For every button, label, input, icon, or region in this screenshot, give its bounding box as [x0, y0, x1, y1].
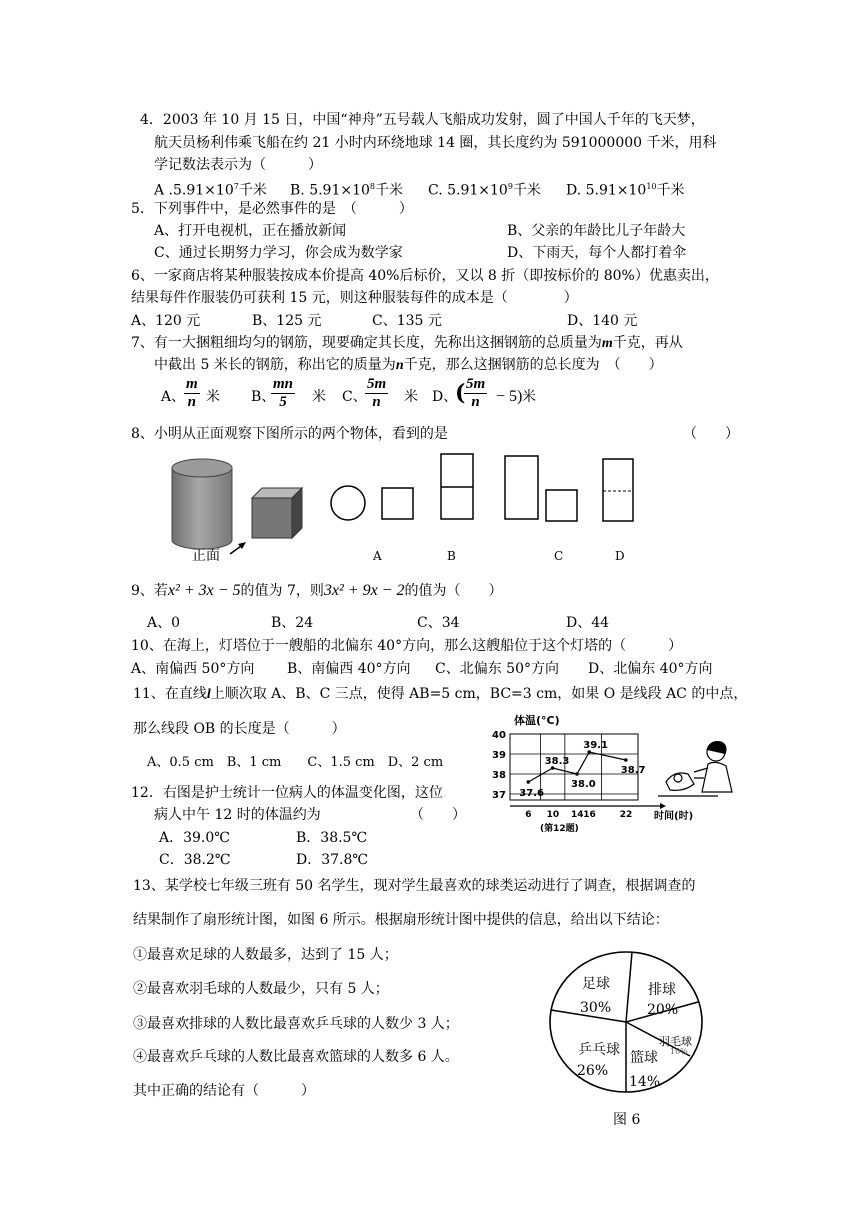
q5-stem: 5．下列事件中，是必然事件的是 （ ） — [131, 201, 413, 217]
q7-option-b-label: B、 — [251, 389, 276, 405]
q12-option-a: A．39.0℃ — [159, 830, 230, 846]
q4-option-c: C. $5.91\times 10^9$千米 — [428, 182, 541, 199]
chart-data-point — [526, 780, 530, 784]
chart-y-tick-label: 39 — [492, 750, 506, 761]
pie-pct-basketball: 14% — [629, 1074, 661, 1090]
pie-label-badminton: 羽毛球 — [659, 1035, 692, 1048]
q11-line2: 那么线段 OB 的长度是（ ） — [133, 721, 346, 737]
chart-y-tick-label: 37 — [492, 790, 506, 801]
q7-option-d-tail: − 5) — [496, 388, 523, 405]
option-c-rect — [505, 456, 538, 519]
chart-data-label: 38.7 — [620, 765, 646, 776]
pie-label-basketball: 篮球 — [630, 1050, 658, 1066]
q8-label-a: A — [373, 549, 382, 563]
q8-figure — [160, 446, 680, 566]
q10-option-d: D、北偏东 40°方向 — [588, 661, 713, 677]
chart-data-point — [624, 758, 628, 762]
q10-option-b: B、南偏西 40°方向 — [287, 661, 411, 677]
cylinder-object — [172, 459, 232, 549]
pie-label-football: 足球 — [582, 976, 610, 992]
chart-x-tick-label: 16 — [583, 810, 596, 820]
q8-stem: 8、小明从正面观察下图所示的两个物体，看到的是 — [131, 426, 448, 442]
q10-stem: 10、在海上，灯塔位于一艘船的北偏东 40°方向，那么这艘船位于这个灯塔的（ ） — [131, 638, 683, 654]
chart-data-label: 39.1 — [583, 740, 608, 751]
chart-xlabel: 时间(时) — [654, 811, 694, 822]
chart-x-tick-label: 6 — [525, 810, 532, 820]
front-arrow-icon — [230, 542, 246, 554]
q7-option-d-fraction: $\frac{5m}{n}$ — [466, 376, 486, 410]
chart-y-tick-label: 40 — [492, 730, 506, 741]
q10-option-c: C、北偏东 50°方向 — [435, 661, 559, 677]
q7-option-b-unit: 米 — [312, 389, 326, 405]
pie-caption: 图 6 — [613, 1112, 641, 1128]
q12-line2: 病人中午 12 时的体温约为 — [154, 807, 321, 823]
q13-conclusion-4: ④最喜欢乒乓球的人数比最喜欢篮球的人数多 6 人。 — [133, 1049, 459, 1065]
q5-option-d: D、下雨天，每个人都打着伞 — [507, 245, 687, 261]
q9-stem: 9、若x² + 3x − 5的值为 7，则3x² + 9x − 2的值为（ ） — [131, 582, 503, 599]
q4-option-d: D. $5.91\times 10^{10}$千米 — [566, 182, 685, 199]
q7-option-c-label: C、 — [342, 389, 367, 405]
chart-data-label: 38.0 — [571, 779, 596, 790]
q6-line2: 结果每件作服装仍可获利 15 元，则这种服装每件的成本是（ ） — [131, 290, 578, 306]
q7-option-a-label: A、 — [161, 389, 186, 405]
chart-data-label: 38.3 — [544, 756, 570, 767]
pie-pct-football: 30% — [580, 1000, 612, 1016]
chart-data-label: 37.6 — [519, 788, 544, 799]
q7-option-a-unit: 米 — [206, 389, 220, 405]
q8-label-c: C — [554, 549, 564, 563]
q13-conclusion-3: ③最喜欢排球的人数比最喜欢乒乓球的人数少 3 人； — [133, 1016, 459, 1032]
chart-title: 体温(°C) — [514, 714, 560, 727]
q4-line3: 学记数法表示为（ ） — [154, 157, 322, 173]
q8-front-label: 正面 — [192, 548, 220, 564]
q4-line1: 4．2003 年 10 月 15 日，中国“神舟”五号载人飞船成功发射，圆了中国人千年的飞天梦， — [140, 112, 705, 128]
q13-conclusion-1: ①最喜欢足球的人数最多，达到了 15 人； — [133, 947, 398, 963]
q10-option-a: A、南偏西 50°方向 — [131, 661, 255, 677]
q6-option-d: D、140 元 — [567, 313, 638, 329]
q7-option-d-label: D、 — [432, 389, 458, 405]
q7-option-d-open: ( — [455, 380, 466, 406]
option-a-circle — [331, 486, 365, 520]
q11-line1: 11、在直线l上顺次取 A、B、C 三点，使得 AB=5 cm，BC=3 cm，如果 O 是线段 AC 的中点， — [133, 686, 748, 702]
q7-option-b-fraction: $\frac{mn}{5}$ — [273, 376, 294, 410]
q6-line1: 6、一家商店将某种服装按成本价提高 40%后标价，又以 8 折（即按标价的 80%）优惠卖出， — [131, 268, 719, 284]
q9-option-d: D、44 — [566, 615, 610, 631]
q13-line1: 13、某学校七年级三班有 50 名学生，现对学生最喜欢的球类运动进行了调查，根据调查的 — [133, 878, 696, 894]
q12-paren: （ ） — [410, 807, 466, 823]
q12-line1: 12．右图是护士统计一位病人的体温变化图，这位 — [131, 785, 443, 801]
q9-option-b: B、24 — [271, 615, 314, 631]
q4-option-a: A $.5.91\times 10^7$千米 — [154, 182, 267, 199]
q6-option-c: C、135 元 — [372, 313, 442, 329]
pie-chart — [540, 950, 720, 1095]
q7-line1: 7、有一大捆粗细均匀的钢筋，现要确定其长度，先称出这捆钢筋的总质量为m千克，再从 — [131, 335, 683, 351]
chart-y-tick-label: 38 — [492, 770, 506, 781]
q5-option-c: C、通过长期努力学习，你会成为数学家 — [154, 245, 403, 261]
q13-ask: 其中正确的结论有（ ） — [133, 1083, 315, 1099]
pie-label-pingpong: 乒乓球 — [578, 1042, 620, 1058]
q9-option-a: A、0 — [147, 615, 181, 631]
chart-series-line — [528, 752, 626, 782]
q7-option-c-fraction: $\frac{5m}{n}$ — [367, 376, 387, 410]
q4-line2: 航天员杨利伟乘飞船在约 21 小时内环绕地球 14 圈，其长度约为 591000000 千米，用科 — [154, 135, 717, 151]
q13-conclusion-2: ②最喜欢羽毛球的人数最少，只有 5 人； — [133, 981, 389, 997]
q6-option-b: B、125 元 — [252, 313, 322, 329]
chart-x-axis-arrow-icon — [660, 803, 666, 809]
chart-x-tick-label: 10 — [546, 810, 560, 820]
q6-option-a: A、120 元 — [131, 313, 201, 329]
q8-label-b: B — [447, 549, 456, 563]
chart-caption: (第12题) — [540, 824, 579, 834]
q12-option-d: D．37.8℃ — [296, 852, 369, 868]
q12-option-c: C．38.2℃ — [159, 852, 231, 868]
option-a-square — [382, 488, 413, 519]
pie-pct-volleyball: 20% — [647, 1002, 679, 1018]
q5-option-a: A、打开电视机，正在播放新闻 — [154, 223, 347, 239]
chart-x-tick-label: 14 — [571, 810, 584, 820]
chart-x-tick-label: 22 — [619, 810, 633, 820]
pie-label-volleyball: 排球 — [648, 982, 676, 998]
q8-paren: （ ） — [683, 426, 739, 442]
q8-label-d: D — [615, 549, 625, 563]
pie-outline — [550, 952, 702, 1092]
option-d-rect — [603, 459, 633, 521]
q5-option-b: B、父亲的年龄比儿子年龄大 — [507, 223, 686, 239]
q7-option-c-unit: 米 — [404, 389, 418, 405]
q7-option-d-unit: 米 — [522, 389, 536, 405]
chart-data-point — [575, 772, 579, 776]
q7-option-a-fraction: $\frac{m}{n}$ — [186, 376, 198, 410]
q12-option-b: B．38.5℃ — [296, 830, 368, 846]
nurse-patient-illustration — [658, 742, 732, 796]
q13-line2: 结果制作了扇形统计图，如图 6 所示。根据扇形统计图中提供的信息，给出以下结论： — [133, 912, 669, 928]
q4-option-b: B. $5.91\times 10^8$千米 — [290, 182, 403, 199]
pie-pct-pingpong: 26% — [577, 1063, 609, 1079]
q9-option-c: C、34 — [417, 615, 460, 631]
q11-options: A、0.5 cm B、1 cm C、1.5 cm D、2 cm — [147, 755, 444, 770]
temperature-chart — [488, 712, 748, 834]
q7-line2: 中截出 5 米长的钢筋，称出它的质量为n千克，那么这捆钢筋的总长度为 （ ） — [154, 357, 663, 373]
pie-pct-badminton: 10% — [670, 1047, 688, 1056]
option-c-square — [546, 490, 577, 521]
cube-object — [252, 488, 302, 538]
